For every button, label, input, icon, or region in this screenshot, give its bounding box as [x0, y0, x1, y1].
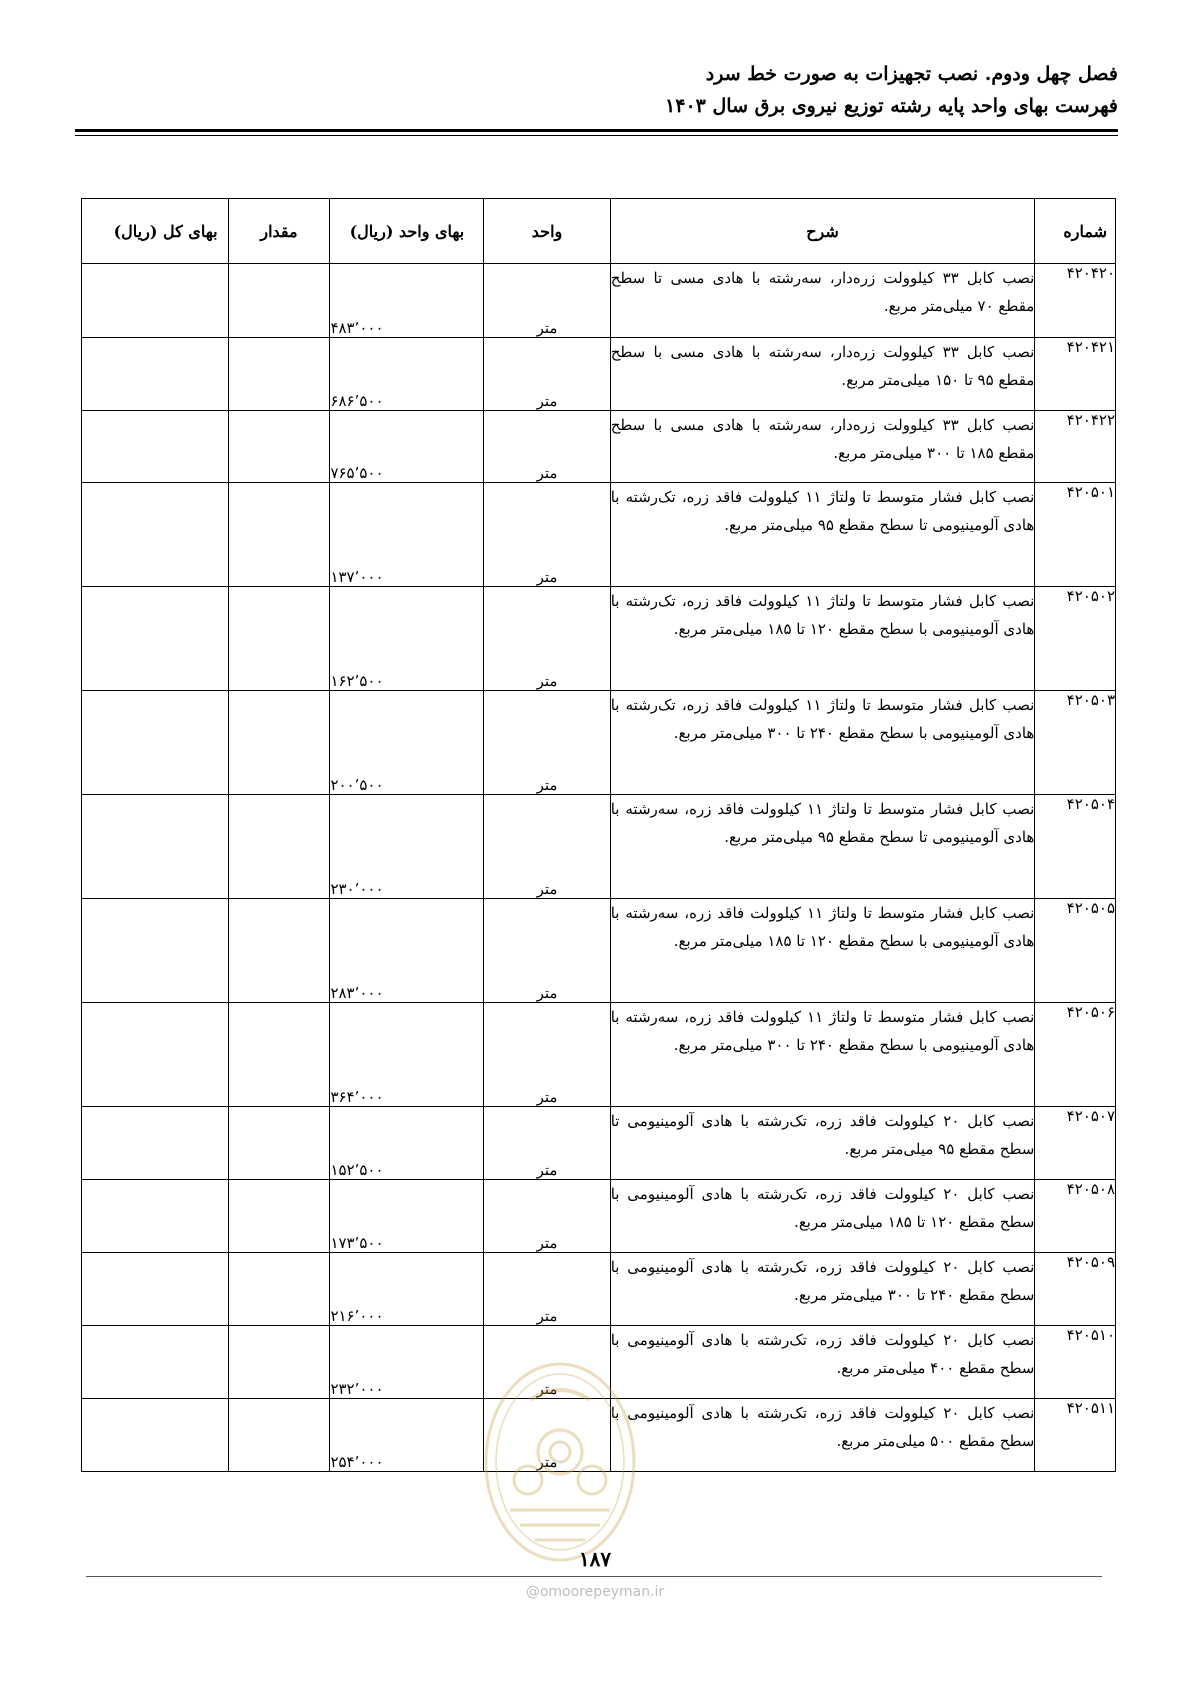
item-unit: متر [484, 1253, 610, 1326]
chapter-title: فصل چهل ودوم. نصب تجهیزات به صورت خط سرد [705, 63, 1118, 85]
table-row [82, 1003, 1116, 1107]
item-unit: متر [484, 899, 610, 1003]
column-header-number: شماره [1035, 199, 1116, 264]
item-description: نصب کابل فشار متوسط تا ولتاژ ۱۱ کیلوولت فاقد زره، سه‌رشته با هادی آلومینیومی با سطح مقطع ۱۲۰ تا ۱۸۵ میلی‌متر مربع. [610, 899, 1035, 1003]
column-header-quantity: مقدار [228, 199, 330, 264]
item-unit-price: ۲۳۲٬۰۰۰ [330, 1326, 484, 1399]
table-body [82, 264, 1116, 1472]
item-unit: متر [484, 483, 610, 587]
item-quantity [228, 1107, 330, 1180]
item-unit-price: ۷۶۵٬۵۰۰ [330, 411, 484, 483]
item-unit: متر [484, 1180, 610, 1253]
item-total-price [82, 1107, 229, 1180]
item-description: نصب کابل ۲۰ کیلوولت فاقد زره، تک‌رشته با هادی آلومینیومی با سطح مقطع ۱۲۰ تا ۱۸۵ میلی‌متر مربع. [610, 1180, 1035, 1253]
price-table [81, 198, 1116, 1472]
item-unit-price: ۲۵۴٬۰۰۰ [330, 1399, 484, 1472]
table-row [82, 1180, 1116, 1253]
item-unit-price: ۱۳۷٬۰۰۰ [330, 483, 484, 587]
item-description: نصب کابل فشار متوسط تا ولتاژ ۱۱ کیلوولت فاقد زره، تک‌رشته با هادی آلومینیومی با سطح مقطع ۲۴۰ تا ۳۰۰ میلی‌متر مربع. [610, 691, 1035, 795]
table-row [82, 691, 1116, 795]
item-unit: متر [484, 1107, 610, 1180]
header-rule-thick [75, 129, 1118, 132]
item-code: ۴۲۰۵۰۱ [1035, 483, 1116, 587]
item-unit-price: ۲۰۰٬۵۰۰ [330, 691, 484, 795]
item-unit-price: ۴۸۳٬۰۰۰ [330, 264, 484, 338]
footer-rule [86, 1576, 1102, 1577]
table-row [82, 411, 1116, 483]
item-total-price [82, 264, 229, 338]
table-row [82, 899, 1116, 1003]
item-unit: متر [484, 691, 610, 795]
item-unit: متر [484, 411, 610, 483]
item-quantity [228, 1399, 330, 1472]
item-code: ۴۲۰۵۰۹ [1035, 1253, 1116, 1326]
item-code: ۴۲۰۴۲۰ [1035, 264, 1116, 338]
header-rule-thin [75, 135, 1118, 136]
column-header-description: شرح [610, 199, 1035, 264]
item-unit: متر [484, 1326, 610, 1399]
page-number: ۱۸۷ [578, 1547, 612, 1571]
table-row [82, 587, 1116, 691]
item-quantity [228, 1180, 330, 1253]
item-code: ۴۲۰۴۲۱ [1035, 338, 1116, 411]
item-total-price [82, 795, 229, 899]
item-unit-price: ۳۶۴٬۰۰۰ [330, 1003, 484, 1107]
table-row [82, 795, 1116, 899]
item-total-price [82, 338, 229, 411]
item-total-price [82, 587, 229, 691]
item-code: ۴۲۰۵۰۳ [1035, 691, 1116, 795]
item-quantity [228, 483, 330, 587]
table-header-row [82, 199, 1116, 264]
item-description: نصب کابل ۲۰ کیلوولت فاقد زره، تک‌رشته با هادی آلومینیومی با سطح مقطع ۵۰۰ میلی‌متر مربع. [610, 1399, 1035, 1472]
table-row [82, 338, 1116, 411]
item-unit: متر [484, 587, 610, 691]
item-unit-price: ۲۳۰٬۰۰۰ [330, 795, 484, 899]
item-code: ۴۲۰۵۱۰ [1035, 1326, 1116, 1399]
table-row [82, 1107, 1116, 1180]
item-total-price [82, 1180, 229, 1253]
item-total-price [82, 411, 229, 483]
item-unit: متر [484, 1399, 610, 1472]
item-code: ۴۲۰۵۱۱ [1035, 1399, 1116, 1472]
item-unit-price: ۲۸۳٬۰۰۰ [330, 899, 484, 1003]
item-description: نصب کابل ۲۰ کیلوولت فاقد زره، تک‌رشته با هادی آلومینیومی با سطح مقطع ۲۴۰ تا ۳۰۰ میلی‌متر مربع. [610, 1253, 1035, 1326]
item-quantity [228, 1253, 330, 1326]
item-unit-price: ۲۱۶٬۰۰۰ [330, 1253, 484, 1326]
item-description: نصب کابل فشار متوسط تا ولتاژ ۱۱ کیلوولت فاقد زره، سه‌رشته با هادی آلومینیومی با سطح مقطع ۲۴۰ تا ۳۰۰ میلی‌متر مربع. [610, 1003, 1035, 1107]
item-description: نصب کابل فشار متوسط تا ولتاژ ۱۱ کیلوولت فاقد زره، تک‌رشته با هادی آلومینیومی با سطح مقطع ۱۲۰ تا ۱۸۵ میلی‌متر مربع. [610, 587, 1035, 691]
item-quantity [228, 587, 330, 691]
item-unit: متر [484, 338, 610, 411]
item-total-price [82, 1399, 229, 1472]
item-code: ۴۲۰۴۲۲ [1035, 411, 1116, 483]
item-quantity [228, 338, 330, 411]
column-header-unit-price: بهای واحد (ریال) [330, 199, 484, 264]
table-row [82, 483, 1116, 587]
item-total-price [82, 1326, 229, 1399]
table-row [82, 264, 1116, 338]
item-unit-price: ۱۵۲٬۵۰۰ [330, 1107, 484, 1180]
item-quantity [228, 1326, 330, 1399]
item-total-price [82, 899, 229, 1003]
item-description: نصب کابل فشار متوسط تا ولتاژ ۱۱ کیلوولت فاقد زره، سه‌رشته با هادی آلومینیومی تا سطح مقطع ۹۵ میلی‌متر مربع. [610, 795, 1035, 899]
item-quantity [228, 691, 330, 795]
item-unit: متر [484, 795, 610, 899]
item-unit: متر [484, 264, 610, 338]
item-code: ۴۲۰۵۰۲ [1035, 587, 1116, 691]
item-code: ۴۲۰۵۰۸ [1035, 1180, 1116, 1253]
item-quantity [228, 1003, 330, 1107]
item-code: ۴۲۰۵۰۵ [1035, 899, 1116, 1003]
price-list-title: فهرست بهای واحد پایه رشته توزیع نیروی برق سال ۱۴۰۳ [665, 95, 1118, 117]
item-total-price [82, 483, 229, 587]
item-code: ۴۲۰۵۰۶ [1035, 1003, 1116, 1107]
item-unit-price: ۱۶۲٬۵۰۰ [330, 587, 484, 691]
item-description: نصب کابل ۳۳ کیلوولت زره‌دار، سه‌رشته با هادی مسی تا سطح مقطع ۷۰ میلی‌متر مربع. [610, 264, 1035, 338]
item-description: نصب کابل فشار متوسط تا ولتاژ ۱۱ کیلوولت فاقد زره، تک‌رشته با هادی آلومینیومی تا سطح مقطع ۹۵ میلی‌متر مربع. [610, 483, 1035, 587]
item-unit-price: ۶۸۶٬۵۰۰ [330, 338, 484, 411]
item-total-price [82, 1253, 229, 1326]
site-watermark: @omoorepeyman.ir [525, 1584, 665, 1600]
item-quantity [228, 795, 330, 899]
item-unit: متر [484, 1003, 610, 1107]
item-total-price [82, 691, 229, 795]
item-description: نصب کابل ۳۳ کیلوولت زره‌دار، سه‌رشته با هادی مسی با سطح مقطع ۹۵ تا ۱۵۰ میلی‌متر مربع. [610, 338, 1035, 411]
table-row [82, 1253, 1116, 1326]
item-quantity [228, 899, 330, 1003]
column-header-unit: واحد [484, 199, 610, 264]
item-code: ۴۲۰۵۰۴ [1035, 795, 1116, 899]
item-quantity [228, 264, 330, 338]
item-total-price [82, 1003, 229, 1107]
page-header [75, 58, 1118, 122]
item-description: نصب کابل ۲۰ کیلوولت فاقد زره، تک‌رشته با هادی آلومینیومی با سطح مقطع ۴۰۰ میلی‌متر مربع. [610, 1326, 1035, 1399]
item-description: نصب کابل ۲۰ کیلوولت فاقد زره، تک‌رشته با هادی آلومینیومی تا سطح مقطع ۹۵ میلی‌متر مربع. [610, 1107, 1035, 1180]
amoor-peyman-stamp-logo [480, 1360, 640, 1565]
item-quantity [228, 411, 330, 483]
item-code: ۴۲۰۵۰۷ [1035, 1107, 1116, 1180]
item-unit-price: ۱۷۳٬۵۰۰ [330, 1180, 484, 1253]
column-header-total-price: بهای کل (ریال) [82, 199, 229, 264]
item-description: نصب کابل ۳۳ کیلوولت زره‌دار، سه‌رشته با هادی مسی با سطح مقطع ۱۸۵ تا ۳۰۰ میلی‌متر مربع. [610, 411, 1035, 483]
